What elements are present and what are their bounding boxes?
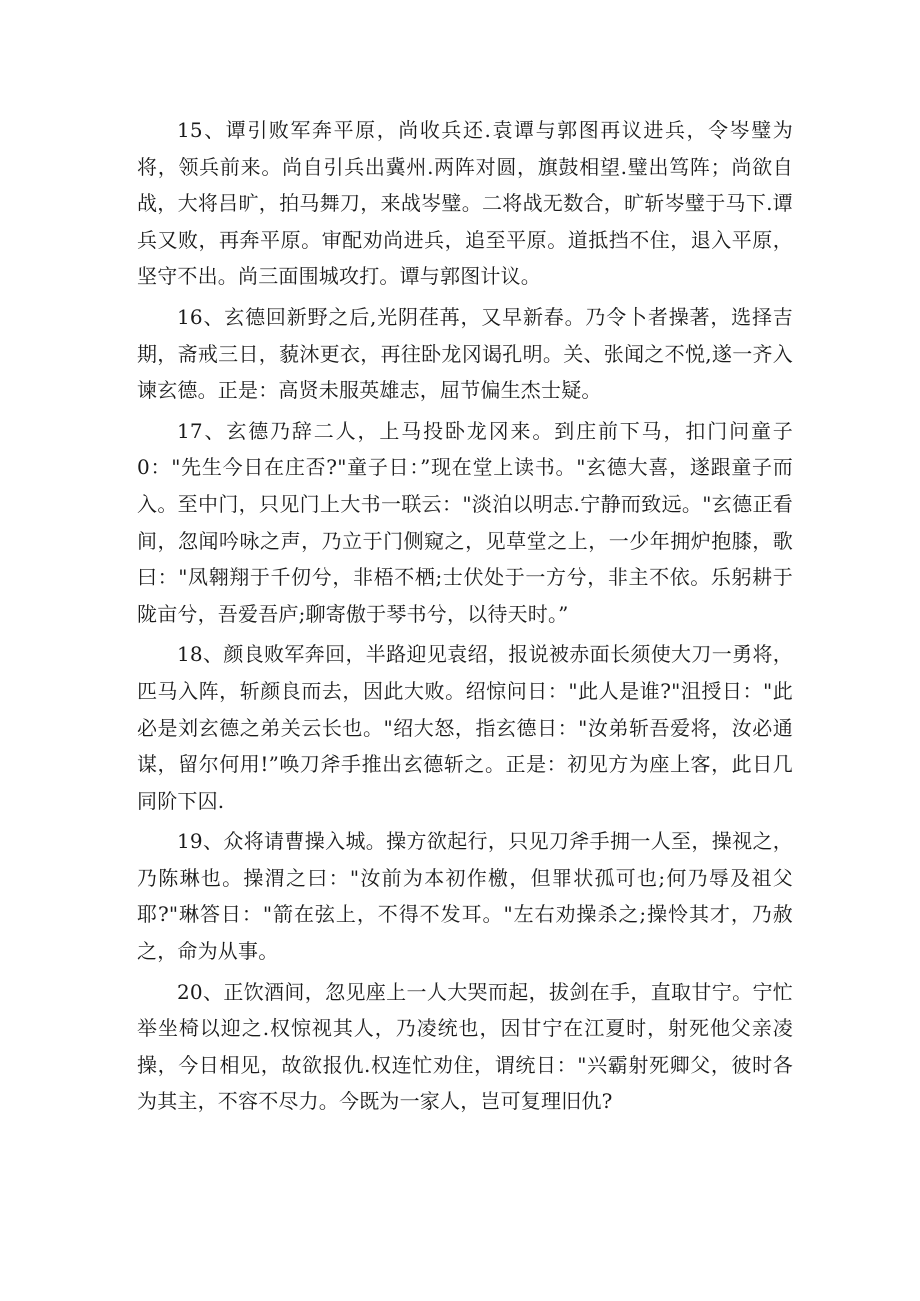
paragraph-15: 15、谭引败军奔平原，尚收兵还.袁谭与郭图再议进兵，令岑璧为将，领兵前来。尚自引兵出冀州.两阵对圆，旗鼓相望.璧出笃阵；尚欲自战，大将吕旷，拍马舞刀，来战岑璧。二将战无数合，旷斩岑璧于马下.谭兵又败，再奔平原。审配劝尚进兵，追至平原。道抵挡不住，退入平原，坚守不出。尚三面围城攻打。谭与郭图计议。 <box>137 118 793 289</box>
document-body <box>137 112 793 1124</box>
paragraph-19: 19、众将请曹操入城。操方欲起行，只见刀斧手拥一人至，操视之，乃陈琳也。操渭之曰："汝前为本初作檄，但罪状孤可也;何乃辱及祖父耶?"琳答日："箭在弦上，不得不发耳。"左右劝操杀之;操怜其才，乃赦之，命为从事。 <box>137 829 793 964</box>
paragraph-17: 17、玄德乃辞二人，上马投卧龙冈来。到庄前下马，扣门问童子0："先生今日在庄否?"童子日：”现在堂上读书。"玄德大喜，遂跟童子而入。至中门，只见门上大书一联云："淡泊以明志.宁静而致远。"玄德正看间，忽闻吟咏之声，乃立于门侧窥之，见草堂之上，一少年拥炉抱膝，歌曰："凤翱翔于千仞兮，非梧不栖;士伏处于一方兮，非主不依。乐躬耕于陇亩兮，吾爱吾庐;聊寄傲于琴书兮，以待天时。” <box>137 418 793 626</box>
paragraph-18: 18、颜良败军奔回，半路迎见袁绍，报说被赤面长须使大刀一勇将，匹马入阵，斩颜良而去，因此大败。绍惊问日："此人是谁?"沮授日："此必是刘玄德之弟关云长也。"绍大怒，指玄德日："汝弟斩吾爱将，汝必通谋，留尔何用!”唤刀斧手推出玄德斩之。正是：初见方为座上客，此日几同阶下囚. <box>137 642 793 813</box>
paragraph-20: 20、正饮酒间，忽见座上一人大哭而起，拔剑在手，直取甘宁。宁忙举坐椅以迎之.权惊视其人，乃凌统也，因甘宁在江夏时，射死他父亲凌操，今日相见，故欲报仇.权连忙劝住，谓统日："兴霸射死卿父，彼时各为其主，不容不尽力。今既为一家人，岂可复理旧仇? <box>137 979 793 1114</box>
paragraph-16: 16、玄德回新野之后,光阴荏苒，又早新春。乃令卜者操著，选择吉期，斋戒三日，藐沐更衣，再往卧龙冈谒孔明。关、张闻之不悦,遂一齐入谏玄德。正是：高贤未服英雄志，屈节偏生杰士疑。 <box>137 304 793 403</box>
